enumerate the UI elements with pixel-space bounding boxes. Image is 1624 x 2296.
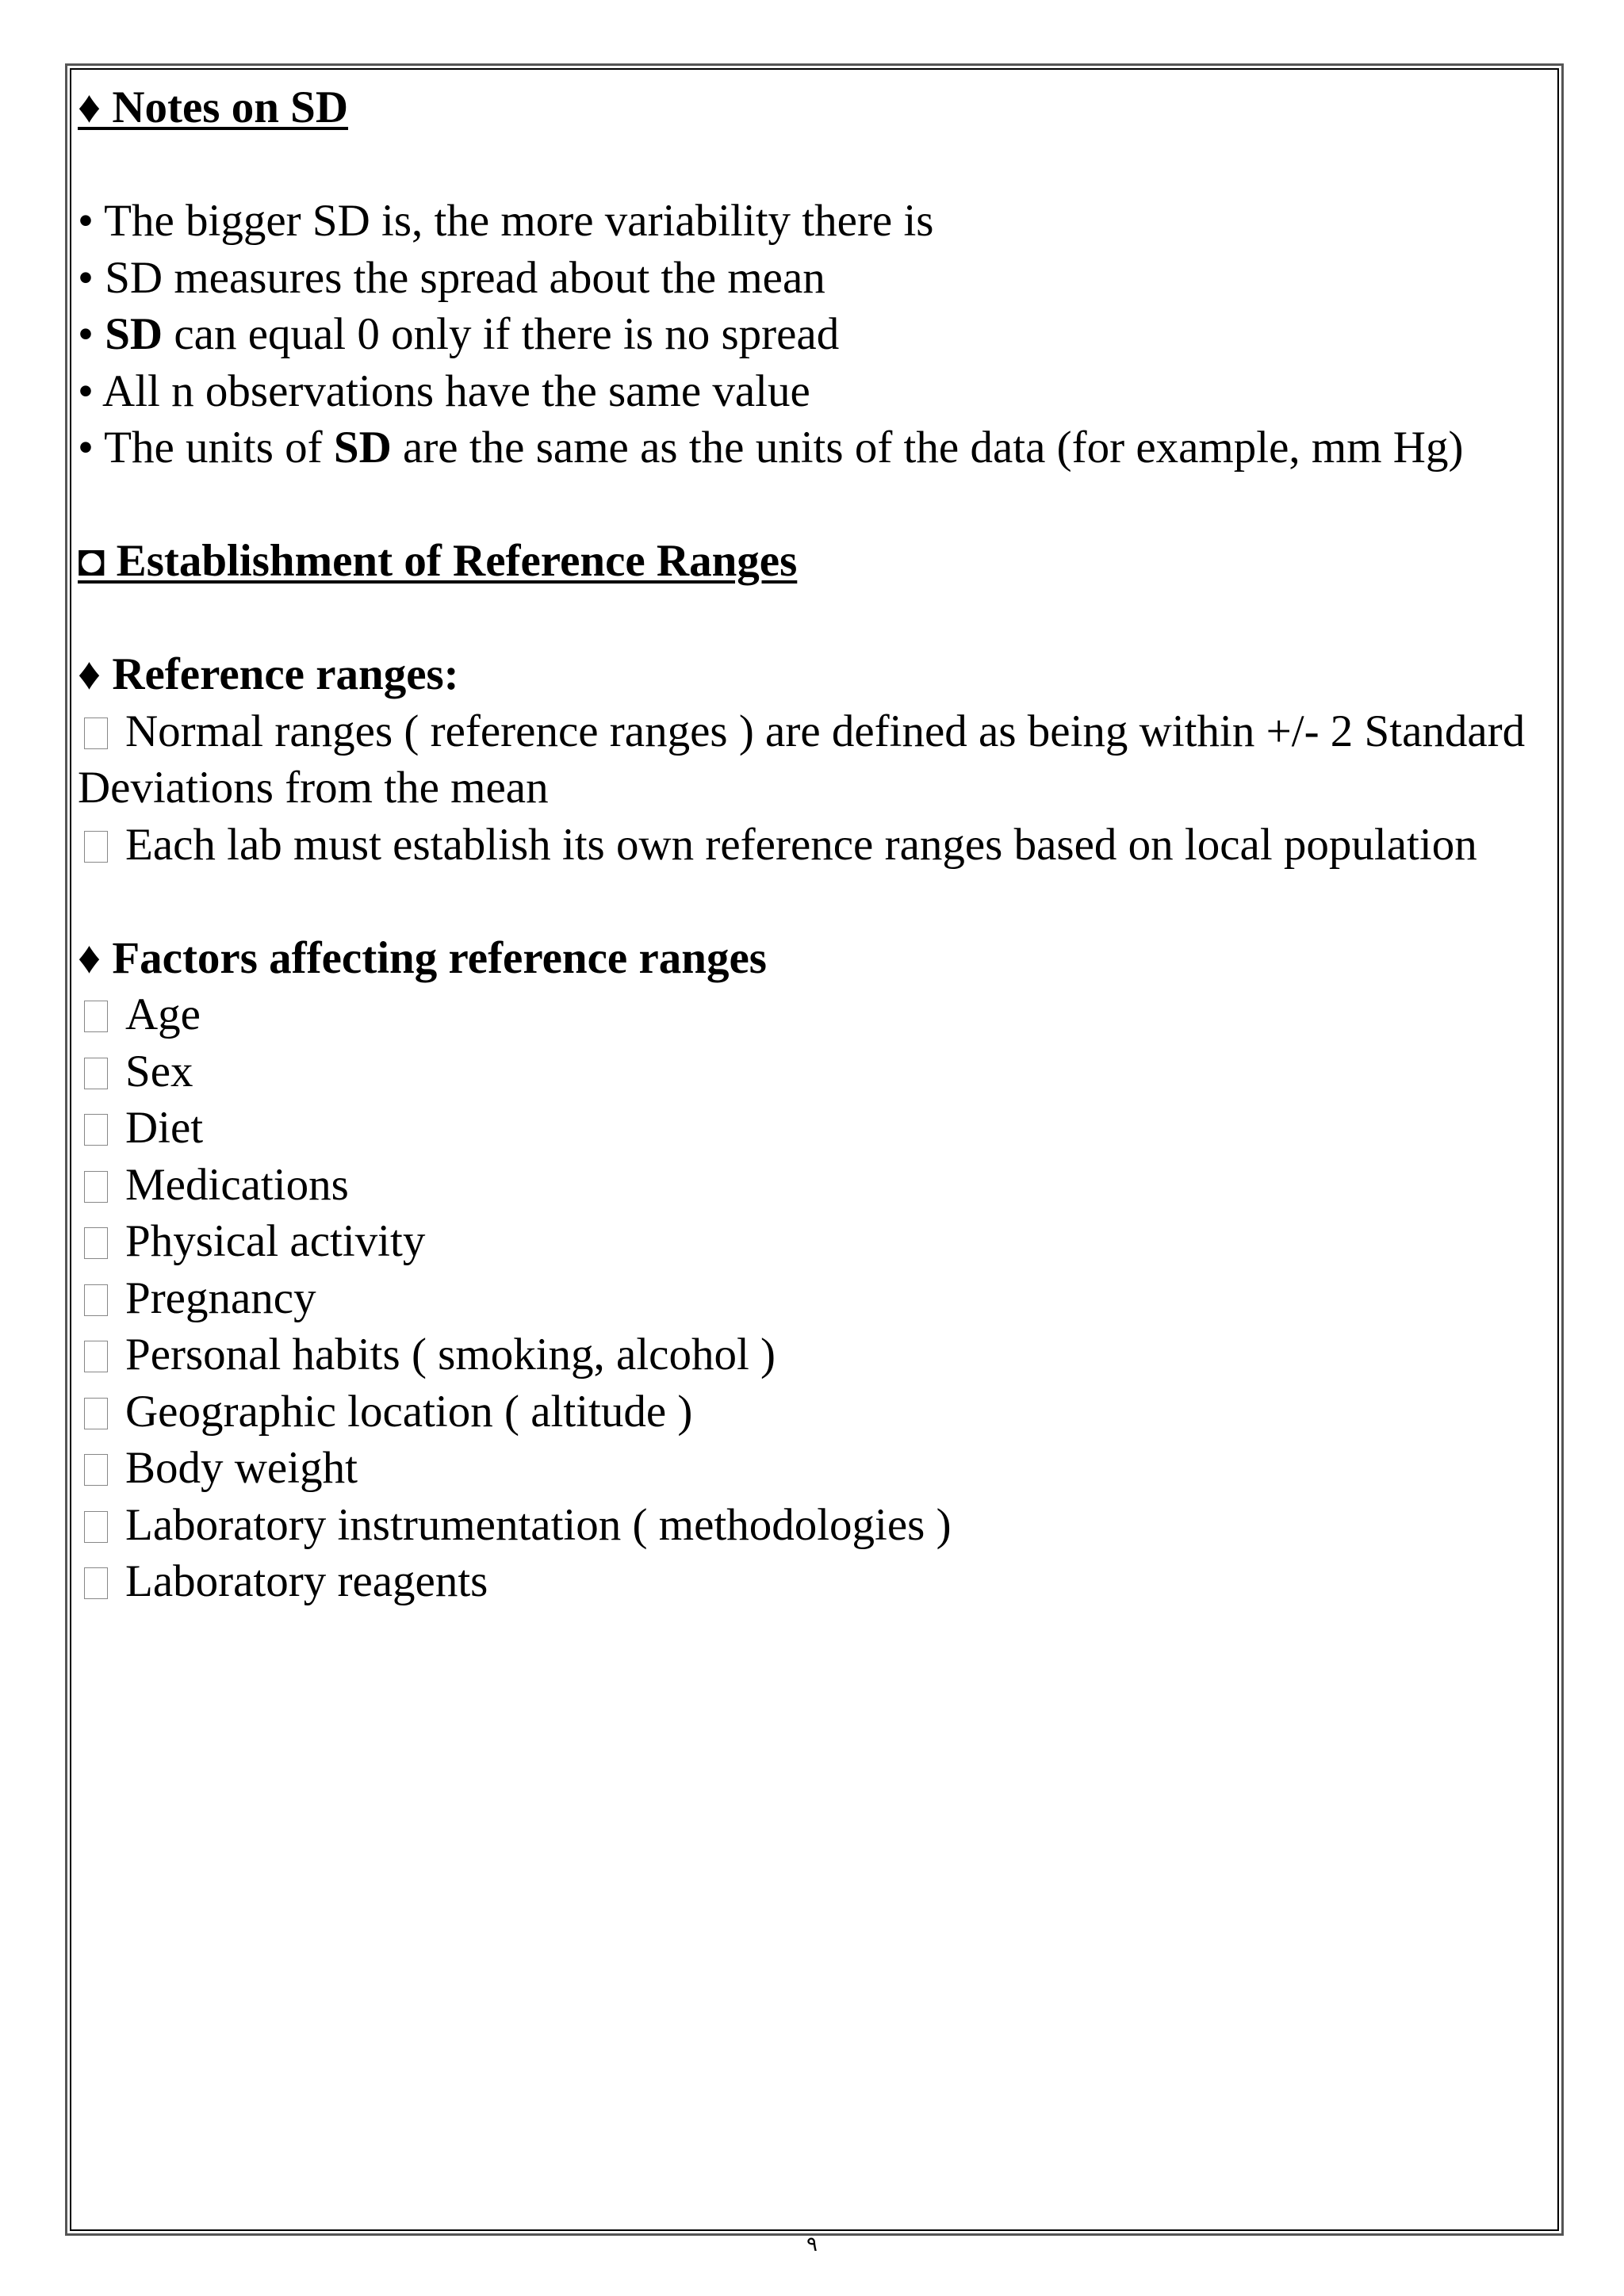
factor-item: [78, 1043, 1553, 1100]
factor-item: [78, 1440, 1553, 1497]
spacer: [78, 136, 1553, 193]
factor-text: Age: [125, 989, 201, 1039]
notes-bullet-text: • The units of: [78, 423, 334, 473]
factor-item: [78, 1213, 1553, 1270]
factor-text: Geographic location ( altitude ): [125, 1386, 693, 1437]
checkbox-glyph-icon: [84, 1511, 108, 1543]
notes-bullet-text: can equal 0 only if there is no spread: [163, 309, 840, 359]
notes-bullet-text: • The bigger SD is, the more variability there is: [78, 196, 934, 246]
checkbox-glyph-icon: [84, 1341, 108, 1372]
notes-bullet: [78, 306, 1553, 363]
notes-bullet-bold: SD: [333, 423, 392, 473]
reference-range-item: [78, 817, 1553, 874]
notes-bullet-text: are the same as the units of the data (for example, mm Hg): [391, 423, 1464, 473]
factor-text: Sex: [125, 1046, 193, 1096]
reference-ranges-heading: ♦ Reference ranges:: [78, 649, 459, 699]
checkbox-glyph-icon: [84, 1398, 108, 1429]
factor-text: Medications: [125, 1159, 349, 1210]
checkbox-glyph-icon: [84, 1567, 108, 1599]
factor-text: Personal habits ( smoking, alcohol ): [125, 1330, 776, 1380]
notes-bullet: [78, 363, 1553, 420]
reference-range-text: Normal ranges ( reference ranges ) are defined as being within +/- 2 Standard Deviations from the mean: [78, 706, 1526, 813]
checkbox-glyph-icon: [84, 1114, 108, 1146]
establishment-heading: ◘ Establishment of Reference Ranges: [78, 536, 798, 586]
factor-item: [78, 1553, 1553, 1610]
factor-text: Laboratory instrumentation ( methodologies ): [125, 1499, 952, 1550]
checkbox-glyph-icon: [84, 1001, 108, 1032]
checkbox-glyph-icon: [84, 1454, 108, 1486]
reference-range-text: Each lab must establish its own reference ranges based on local population: [125, 819, 1477, 870]
spacer: [78, 590, 1553, 647]
notes-bullet-text: •: [78, 309, 105, 359]
notes-bullet-bold: SD: [105, 309, 163, 359]
factor-item: [78, 1497, 1553, 1554]
factor-item: [78, 986, 1553, 1043]
document-body: [78, 79, 1553, 1610]
factors-heading: ♦ Factors affecting reference ranges: [78, 932, 767, 983]
notes-heading: ♦ Notes on SD: [78, 82, 349, 132]
checkbox-glyph-icon: [84, 718, 108, 749]
notes-bullet-text: • SD measures the spread about the mean: [78, 252, 825, 303]
factor-text: Physical activity: [125, 1216, 426, 1266]
notes-bullet: [78, 193, 1553, 250]
notes-bullet-text: • All n observations have the same value: [78, 365, 810, 416]
factor-text: Body weight: [125, 1443, 358, 1493]
spacer: [78, 476, 1553, 534]
factor-item: [78, 1326, 1553, 1383]
factor-text: Pregnancy: [125, 1272, 316, 1323]
factor-item: [78, 1270, 1553, 1327]
checkbox-glyph-icon: [84, 1058, 108, 1089]
factor-item: [78, 1157, 1553, 1214]
factor-text: Diet: [125, 1103, 204, 1153]
factor-item: [78, 1383, 1553, 1441]
factor-text: Laboratory reagents: [125, 1556, 488, 1606]
reference-range-item: [78, 703, 1553, 817]
factor-item: [78, 1100, 1553, 1157]
spacer: [78, 873, 1553, 930]
checkbox-glyph-icon: [84, 831, 108, 863]
notes-bullet: [78, 419, 1553, 476]
notes-bullet: [78, 250, 1553, 307]
checkbox-glyph-icon: [84, 1227, 108, 1259]
page-number: ٩: [806, 2233, 818, 2256]
checkbox-glyph-icon: [84, 1284, 108, 1316]
checkbox-glyph-icon: [84, 1171, 108, 1203]
